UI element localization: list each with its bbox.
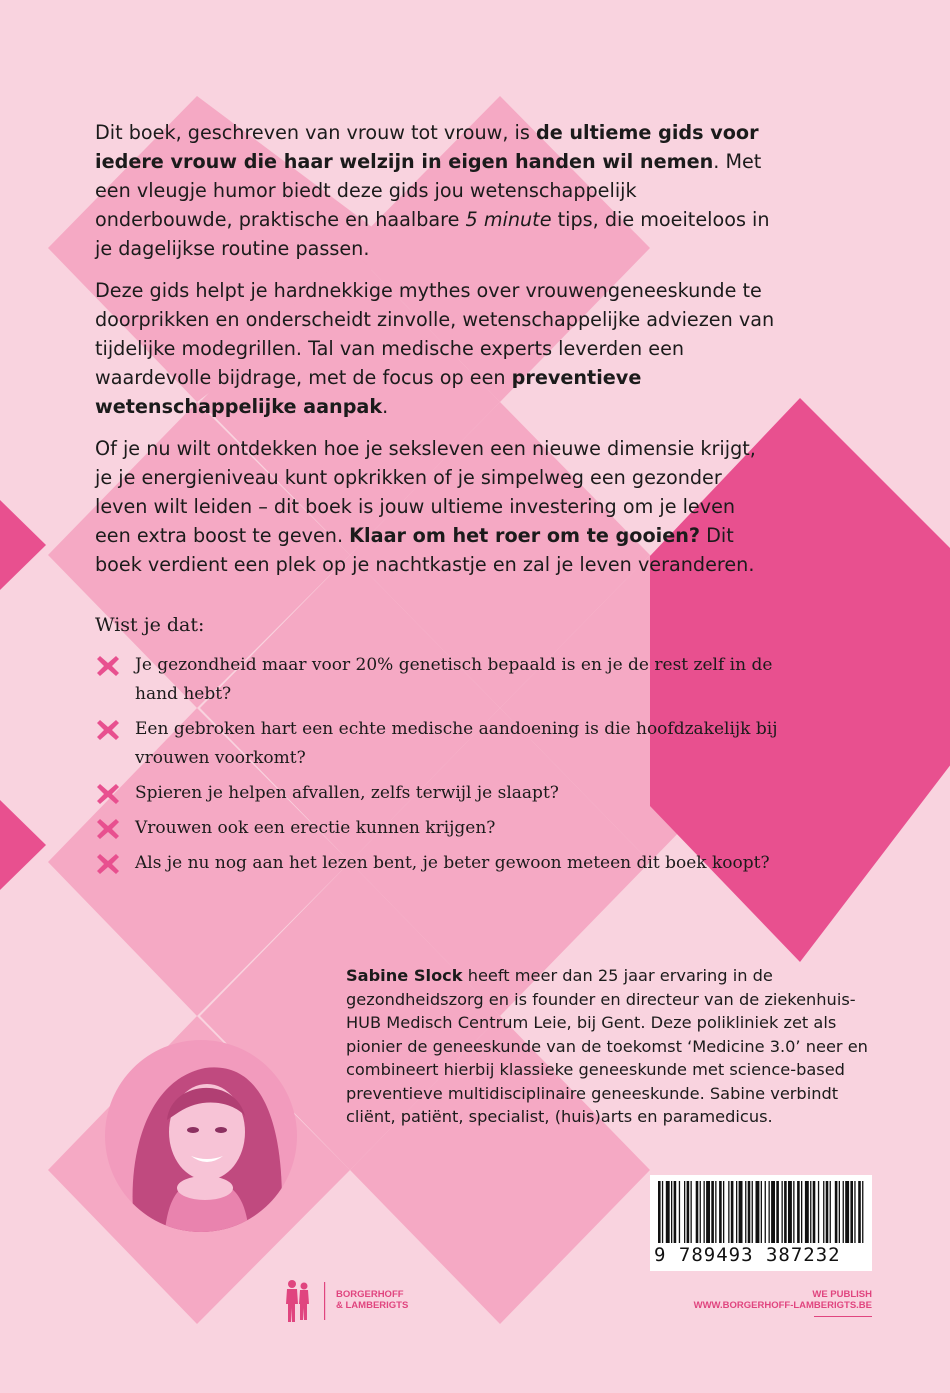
barcode-bar bbox=[801, 1181, 802, 1243]
barcode-bar bbox=[704, 1181, 705, 1243]
cross-bullet-icon bbox=[95, 816, 121, 842]
barcode-bar bbox=[711, 1181, 714, 1243]
barcode-bar bbox=[784, 1181, 787, 1243]
barcode-bar bbox=[658, 1181, 661, 1243]
fact-item: Een gebroken hart een echte medische aandoening is die hoofdzakelijk bij vrouwen voorkomt? bbox=[95, 715, 795, 773]
portrait-illustration bbox=[105, 1040, 297, 1232]
barcode-bar bbox=[684, 1181, 685, 1243]
fact-item: Je gezondheid maar voor 20% genetisch bepaald is en je de rest zelf in de hand hebt? bbox=[95, 651, 795, 709]
barcode-bar bbox=[823, 1181, 824, 1243]
website-underline bbox=[814, 1316, 872, 1317]
barcode-bar bbox=[765, 1181, 766, 1243]
barcode-bar bbox=[788, 1181, 792, 1243]
fact-item: Vrouwen ook een erectie kunnen krijgen? bbox=[95, 814, 795, 843]
barcode-bar bbox=[830, 1181, 831, 1243]
barcode-bar bbox=[671, 1181, 672, 1243]
barcode-bar bbox=[797, 1181, 800, 1243]
fact-item: Als je nu nog aan het lezen bent, je beter gewoon meteen dit boek koopt? bbox=[95, 849, 795, 878]
barcode-bar bbox=[756, 1181, 760, 1243]
barcode-bar bbox=[719, 1181, 722, 1243]
cross-bullet-icon bbox=[95, 653, 121, 679]
barcode-bar bbox=[731, 1181, 734, 1243]
barcode-bar bbox=[700, 1181, 701, 1243]
barcode-bar bbox=[748, 1181, 751, 1243]
barcode-bar bbox=[745, 1181, 746, 1243]
barcode-bar bbox=[843, 1181, 844, 1243]
barcode-bar bbox=[862, 1181, 863, 1243]
barcode-bar bbox=[805, 1181, 809, 1243]
barcode-bar bbox=[845, 1181, 849, 1243]
barcode-bar bbox=[706, 1181, 710, 1243]
author-bio: Sabine Slock heeft meer dan 25 jaar ervaring in de gezondheidszorg en is founder en directeur van de ziekenhuis-HUB Medisch Centrum Leie, bij Gent. Deze polikliniek zet als pionier de geneeskunde van de toekomst ‘Medicine 3.0’ neer en combineert hierbij klassieke geneeskunde met science-based preventieve multidisciplinaire geneeskunde. Sabine verbindt cliënt, patiënt, specialist, (huis)arts en paramedicus. bbox=[346, 966, 868, 1126]
barcode-bar bbox=[666, 1181, 670, 1243]
barcode-bar bbox=[739, 1181, 743, 1243]
barcode-bar bbox=[776, 1181, 779, 1243]
barcode-bar bbox=[771, 1181, 775, 1243]
barcode-bar bbox=[715, 1181, 716, 1243]
barcode-bar bbox=[826, 1181, 829, 1243]
publisher-name: BORGERHOFF & LAMBERIGTS bbox=[336, 1289, 409, 1311]
barcode-bar bbox=[736, 1181, 737, 1243]
facts-heading: Wist je dat: bbox=[95, 614, 205, 636]
barcode-bar bbox=[691, 1181, 692, 1243]
barcode-bar bbox=[810, 1181, 811, 1243]
barcode-bar bbox=[728, 1181, 729, 1243]
paragraph-2: Deze gids helpt je hardnekkige mythes over vrouwengeneeskunde te doorprikken en onderscheidt zinvolle, wetenschappelijke adviezen van tijdelijke modegrillen. Tal van medische experts leverden een waardevolle bijdrage, met de focus op een preventieve wetenschappelijke aanpak. bbox=[95, 279, 775, 418]
barcode-bar bbox=[761, 1181, 762, 1243]
publisher-logo-icon bbox=[280, 1278, 336, 1324]
barcode-bar bbox=[674, 1181, 677, 1243]
barcode-bar bbox=[858, 1181, 861, 1243]
facts-list bbox=[95, 651, 795, 884]
paragraph-3: Of je nu wilt ontdekken hoe je seksleven een nieuwe dimensie krijgt, je je energieniveau kunt opkrikken of je simpelweg een gezonder leven wilt leiden – dit boek is jouw ultieme investering om je leven een extra boost te geven. Klaar om het roer om te gooien? Dit boek verdient een plek op je nachtkastje en zal je leven veranderen. bbox=[95, 437, 756, 576]
isbn-number: 9 789493 387232 bbox=[654, 1244, 841, 1266]
barcode-bar bbox=[662, 1181, 663, 1243]
paragraph-1: Dit boek, geschreven van vrouw tot vrouw, is de ultieme gids voor iedere vrouw die haar welzijn in eigen handen wil nemen. Met een vleugje humor biedt deze gids jou wetenschappelijk onderbouwde, praktische en haalbare 5 minute tips, die moeiteloos in je dagelijkse routine passen. bbox=[95, 121, 770, 260]
barcode-bar bbox=[839, 1181, 840, 1243]
barcode-bar bbox=[752, 1181, 753, 1243]
barcode-bar bbox=[782, 1181, 783, 1243]
barcode-bar bbox=[818, 1181, 819, 1243]
barcode-bar bbox=[679, 1181, 680, 1243]
cross-bullet-icon bbox=[95, 781, 121, 807]
barcode-bar bbox=[696, 1181, 699, 1243]
portrait-photo bbox=[105, 1040, 297, 1232]
cross-bullet-icon bbox=[95, 717, 121, 743]
fact-item: Spieren je helpen afvallen, zelfs terwijl je slaapt? bbox=[95, 779, 795, 808]
barcode-bar bbox=[687, 1181, 690, 1243]
barcode-bar bbox=[813, 1181, 816, 1243]
barcode-bar bbox=[793, 1181, 794, 1243]
barcode-bar bbox=[723, 1181, 724, 1243]
cross-bullet-icon bbox=[95, 851, 121, 877]
barcode-bar bbox=[835, 1181, 838, 1243]
author-name: Sabine Slock bbox=[346, 966, 463, 985]
description bbox=[95, 118, 775, 592]
barcode-bar bbox=[854, 1181, 855, 1243]
barcode-bar bbox=[850, 1181, 853, 1243]
barcode-bar bbox=[769, 1181, 770, 1243]
publisher-website[interactable]: WE PUBLISH WWW.BORGERHOFF-LAMBERIGTS.BE bbox=[694, 1289, 872, 1317]
